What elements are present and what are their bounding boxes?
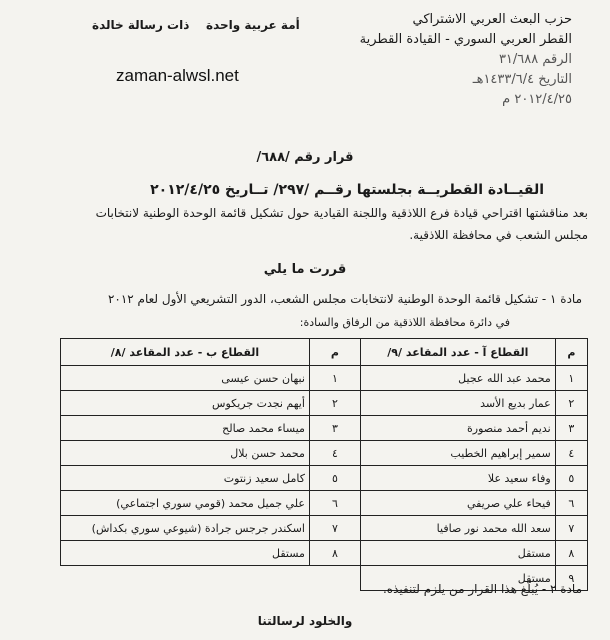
row-num-b: ٤ (309, 441, 360, 466)
ref-number: الرقم ٣١/٦٨٨ (498, 52, 572, 67)
table-row (61, 391, 588, 416)
row-num-a: ٣ (555, 416, 587, 441)
sector-b-member: محمد حسن بلال (61, 441, 310, 466)
table-row (61, 441, 588, 466)
header-sector-b: القطاع ب - عدد المقاعد /٨/ (61, 339, 310, 366)
row-num-b: ٧ (309, 516, 360, 541)
empty-cell (309, 566, 360, 591)
row-num-a: ١ (555, 366, 587, 391)
sector-a-member: فيحاء علي صريفي (360, 491, 555, 516)
slogan-nation: أمة عربية واحدة (206, 18, 300, 32)
table-row (61, 366, 588, 391)
article-2: مادة ٢ - يُبلّغ هذا القرار من يلزم لتنفيذه. (382, 582, 582, 596)
sector-a-member: سعد الله محمد نور صافيا (360, 516, 555, 541)
article-1-continuation: في دائرة محافظة اللاذقية من الرفاق والسادة: (299, 316, 510, 329)
row-num-b: ٦ (309, 491, 360, 516)
session-line: القيــادة القطريــة بجلستها رقــم /٢٩٧/ تــاريخ ٢٠١٢/٤/٢٥ (150, 182, 544, 198)
sector-b-member: كامل سعيد زنتوت (61, 466, 310, 491)
party-name: حزب البعث العربي الاشتراكي (412, 12, 572, 27)
table-header-row (61, 339, 588, 366)
sector-b-member: علي جميل محمد (قومي سوري اجتماعي) (61, 491, 310, 516)
members-table (60, 338, 588, 591)
decided-heading: قررت ما يلي (263, 262, 347, 277)
table-row (61, 516, 588, 541)
row-num-a: ٨ (555, 541, 587, 566)
sector-a-member: نديم أحمد منصورة (360, 416, 555, 441)
article-1: مادة ١ - تشكيل قائمة الوحدة الوطنية لانتخابات مجلس الشعب، الدور التشريعي الأول لعام ٢٠١٢ (107, 292, 582, 306)
body-line-2: مجلس الشعب في محافظة اللاذقية. (409, 228, 588, 242)
table-row (61, 416, 588, 441)
slogan-message: ذات رسالة خالدة (92, 18, 190, 32)
row-num-a: ٧ (555, 516, 587, 541)
row-num-b: ١ (309, 366, 360, 391)
table-row (61, 491, 588, 516)
sector-a-member: عمار بديع الأسد (360, 391, 555, 416)
row-num-b: ٥ (309, 466, 360, 491)
table-row (61, 466, 588, 491)
sector-a-member: سمير إبراهيم الخطيب (360, 441, 555, 466)
sector-a-member: محمد عبد الله عجيل (360, 366, 555, 391)
empty-cell (61, 566, 310, 591)
date-hijri: التاريخ ١٤٣٣/٦/٤هـ (472, 72, 572, 87)
body-line-1: بعد مناقشتها اقتراحي قيادة فرع اللاذقية واللجنة القيادية حول تشكيل قائمة الوحدة الوطنية لانتخابات (95, 206, 588, 220)
sector-a-member: مستقل (360, 566, 555, 591)
sector-a-member: وفاء سعيد علا (360, 466, 555, 491)
decision-number: قرار رقم /٦٨٨/ (256, 150, 354, 165)
sector-b-member: نبهان حسن عيسى (61, 366, 310, 391)
row-num-a: ٢ (555, 391, 587, 416)
header-sector-a: القطاع آ - عدد المقاعد /٩/ (360, 339, 555, 366)
row-num-a: ٩ (555, 566, 587, 591)
row-num-a: ٥ (555, 466, 587, 491)
date-gregorian: ٢٠١٢/٤/٢٥ م (502, 92, 572, 107)
watermark: zaman-alwsl.net (116, 66, 239, 85)
table-row (61, 541, 588, 566)
row-num-a: ٦ (555, 491, 587, 516)
row-num-b: ٢ (309, 391, 360, 416)
header-num-b: م (309, 339, 360, 366)
letterhead (312, 10, 572, 110)
row-num-a: ٤ (555, 441, 587, 466)
sector-b-member: أيهم نجدت جريكوس (61, 391, 310, 416)
sector-a-member: مستقل (360, 541, 555, 566)
sector-b-member: ميساء محمد صالح (61, 416, 310, 441)
closing-line: والخلود لرسالتنا (257, 614, 353, 628)
region-command: القطر العربي السوري - القيادة القطرية (359, 32, 572, 47)
header-num-a: م (555, 339, 587, 366)
row-num-b: ٨ (309, 541, 360, 566)
row-num-b: ٣ (309, 416, 360, 441)
sector-b-member: اسكندر جرجس جرادة (شيوعي سوري بكداش) (61, 516, 310, 541)
sector-b-member: مستقل (61, 541, 310, 566)
